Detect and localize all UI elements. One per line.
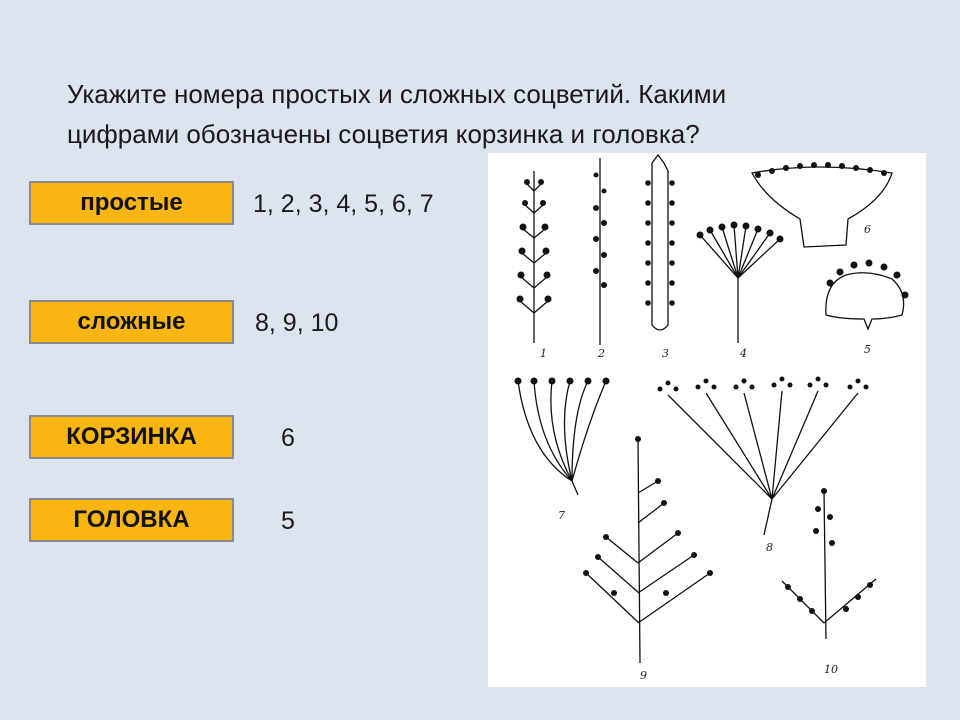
- inflorescence-9: [583, 436, 713, 663]
- inflorescence-8: [658, 377, 869, 536]
- label-simple: простые: [29, 181, 234, 225]
- question-line-1: Укажите номера простых и сложных соцветий. Какими: [67, 79, 727, 109]
- inflorescence-diagram: [488, 153, 926, 687]
- inflorescence-2: [593, 158, 607, 345]
- label-basket: КОРЗИНКА: [29, 415, 234, 459]
- inflorescence-10: [782, 488, 876, 639]
- value-head: 5: [281, 507, 295, 535]
- figure-number-4: 4: [740, 347, 747, 360]
- figure-number-10: 10: [824, 663, 838, 676]
- figure-number-2: 2: [598, 347, 605, 360]
- inflorescence-figure: [488, 153, 926, 687]
- inflorescence-4: [697, 222, 784, 344]
- figure-number-6: 6: [864, 223, 871, 236]
- value-basket: 6: [281, 424, 295, 452]
- inflorescence-7: [515, 378, 610, 496]
- value-simple: 1, 2, 3, 4, 5, 6, 7: [253, 190, 434, 218]
- figure-number-9: 9: [640, 669, 647, 682]
- question-line-2: цифрами обозначены соцветия корзинка и головка?: [67, 119, 700, 149]
- inflorescence-5: [826, 260, 909, 330]
- figure-number-8: 8: [766, 541, 773, 554]
- figure-number-3: 3: [662, 347, 669, 360]
- figure-number-1: 1: [540, 347, 547, 360]
- inflorescence-1: [517, 171, 552, 343]
- question-text: [67, 74, 847, 154]
- figure-number-7: 7: [558, 509, 565, 522]
- label-head: ГОЛОВКА: [29, 498, 234, 542]
- label-compound: сложные: [29, 300, 234, 344]
- inflorescence-3: [645, 155, 675, 330]
- value-compound: 8, 9, 10: [255, 309, 339, 337]
- figure-number-5: 5: [864, 343, 871, 356]
